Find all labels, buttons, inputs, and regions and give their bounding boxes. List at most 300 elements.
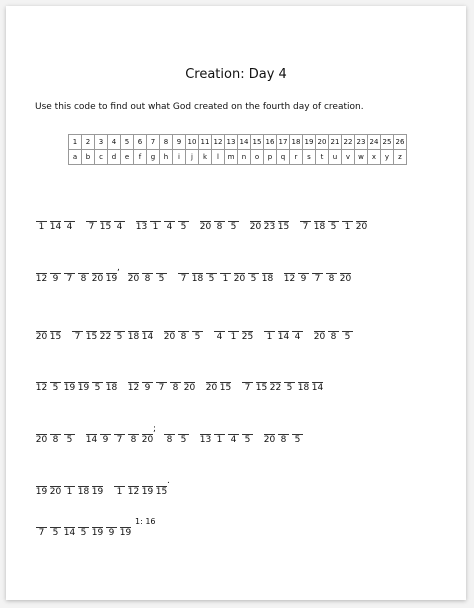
code-number: 7 — [38, 528, 45, 538]
code-number-cell: 1 — [69, 135, 82, 150]
code-number: 5 — [94, 383, 101, 393]
code-number: 14 — [85, 435, 98, 445]
code-number: 18 — [313, 222, 326, 232]
code-number: 5 — [344, 332, 351, 342]
letter-blank[interactable] — [36, 263, 47, 274]
letter-blank[interactable] — [114, 211, 125, 222]
letter-blank[interactable] — [298, 263, 309, 274]
code-numbers-row — [69, 135, 407, 150]
code-number: 15 — [277, 222, 290, 232]
code-number: 5 — [294, 435, 301, 445]
letter-blank[interactable] — [206, 372, 217, 383]
code-number: 4 — [294, 332, 301, 342]
code-number: 8 — [130, 435, 137, 445]
letter-blank[interactable] — [262, 263, 273, 274]
letter-blank[interactable] — [278, 424, 289, 435]
code-number: 13 — [135, 222, 148, 232]
code-number: 4 — [230, 435, 237, 445]
letter-blank[interactable] — [220, 372, 231, 383]
code-number: 5 — [180, 435, 187, 445]
letter-blank[interactable] — [114, 424, 125, 435]
letter-blank[interactable] — [242, 321, 253, 332]
code-number: 7 — [302, 222, 309, 232]
letter-blank[interactable] — [36, 424, 47, 435]
code-number-cell: 20 — [316, 135, 329, 150]
letter-blank[interactable] — [264, 211, 275, 222]
encoded-word — [214, 321, 253, 345]
letter-blank[interactable] — [192, 321, 203, 332]
letter-blank[interactable] — [284, 372, 295, 383]
letter-blank[interactable] — [100, 211, 111, 222]
letter-blank[interactable] — [156, 476, 167, 487]
letter-blank[interactable] — [228, 321, 239, 332]
code-number: 15 — [155, 487, 168, 497]
code-number: 8 — [216, 222, 223, 232]
code-letter-cell: w — [355, 150, 368, 165]
letter-blank[interactable] — [86, 321, 97, 332]
encoded-word — [86, 424, 153, 448]
code-number: 5 — [286, 383, 293, 393]
code-number: 12 — [35, 383, 48, 393]
code-number: 20 — [355, 222, 368, 232]
code-number: 9 — [102, 435, 109, 445]
code-number: 1 — [266, 332, 273, 342]
letter-blank[interactable] — [164, 424, 175, 435]
code-number: 7 — [116, 435, 123, 445]
code-number: 9 — [108, 528, 115, 538]
code-number: 20 — [127, 274, 140, 284]
encoded-word — [72, 321, 153, 345]
code-number: 7 — [66, 274, 73, 284]
letter-blank[interactable] — [206, 263, 217, 274]
encoded-word — [178, 263, 273, 287]
letter-blank[interactable] — [178, 211, 189, 222]
letter-blank[interactable] — [64, 476, 75, 487]
code-number: 4 — [216, 332, 223, 342]
letter-blank[interactable] — [64, 263, 75, 274]
letter-blank[interactable] — [114, 476, 125, 487]
letter-blank[interactable] — [342, 211, 353, 222]
code-number: 12 — [35, 274, 48, 284]
comma-mark: , — [117, 263, 120, 273]
letter-blank[interactable] — [156, 263, 167, 274]
code-letter-cell: g — [147, 150, 160, 165]
letter-blank[interactable] — [220, 263, 231, 274]
code-number: 1 — [344, 222, 351, 232]
letter-blank[interactable] — [248, 263, 259, 274]
code-letter-cell: x — [368, 150, 381, 165]
code-number: 20 — [183, 383, 196, 393]
code-letter-cell: j — [186, 150, 199, 165]
code-letter-cell: o — [251, 150, 264, 165]
letter-blank[interactable] — [92, 517, 103, 528]
letter-blank[interactable] — [36, 517, 47, 528]
letter-blank[interactable] — [300, 211, 311, 222]
encoded-word — [128, 372, 195, 396]
letter-blank[interactable] — [170, 372, 181, 383]
code-letter-cell: c — [95, 150, 108, 165]
code-number: 18 — [127, 332, 140, 342]
letter-blank[interactable] — [256, 372, 267, 383]
letter-blank[interactable] — [298, 372, 309, 383]
code-number-cell: 10 — [186, 135, 199, 150]
letter-blank[interactable] — [50, 211, 61, 222]
letter-blank[interactable] — [326, 263, 337, 274]
code-number-cell: 26 — [394, 135, 407, 150]
letter-blank[interactable] — [312, 263, 323, 274]
encoded-word — [200, 211, 239, 235]
code-number-cell: 6 — [134, 135, 147, 150]
code-letter-cell: q — [277, 150, 290, 165]
letter-blank[interactable] — [120, 517, 131, 528]
code-number: 1 — [216, 435, 223, 445]
code-number: 14 — [63, 528, 76, 538]
letter-blank[interactable] — [136, 211, 147, 222]
letter-blank[interactable] — [200, 424, 211, 435]
code-number-cell: 12 — [212, 135, 225, 150]
code-number: 9 — [144, 383, 151, 393]
code-letter-cell: d — [108, 150, 121, 165]
letter-blank[interactable] — [92, 263, 103, 274]
code-number: 4 — [116, 222, 123, 232]
encoded-word — [36, 263, 117, 287]
code-letter-cell: l — [212, 150, 225, 165]
letter-blank[interactable] — [328, 321, 339, 332]
code-number: 20 — [199, 222, 212, 232]
encoded-word — [114, 476, 167, 500]
letter-blank[interactable] — [128, 321, 139, 332]
code-number: 14 — [311, 383, 324, 393]
code-number: 7 — [180, 274, 187, 284]
letter-blank[interactable] — [178, 321, 189, 332]
code-number: 15 — [219, 383, 232, 393]
code-number: 19 — [35, 487, 48, 497]
code-number-cell: 9 — [173, 135, 186, 150]
code-number-cell: 16 — [264, 135, 277, 150]
letter-blank[interactable] — [100, 321, 111, 332]
code-letter-cell: e — [121, 150, 134, 165]
letter-blank[interactable] — [264, 321, 275, 332]
code-number: 19 — [77, 383, 90, 393]
code-number: 20 — [249, 222, 262, 232]
letter-blank[interactable] — [78, 517, 89, 528]
letter-blank[interactable] — [164, 211, 175, 222]
encoded-word — [36, 372, 117, 396]
encoded-word — [206, 372, 231, 396]
letter-blank[interactable] — [270, 372, 281, 383]
verse-reference: 1: 16 — [135, 517, 156, 526]
letter-blank[interactable] — [92, 476, 103, 487]
code-number: 4 — [166, 222, 173, 232]
code-letter-cell: t — [316, 150, 329, 165]
letter-blank[interactable] — [106, 517, 117, 528]
letter-blank[interactable] — [278, 321, 289, 332]
letter-blank[interactable] — [284, 263, 295, 274]
encoded-word — [264, 424, 303, 448]
code-number: 7 — [158, 383, 165, 393]
code-number: 22 — [269, 383, 282, 393]
code-number: 7 — [88, 222, 95, 232]
letter-blank[interactable] — [114, 321, 125, 332]
period-mark: . — [167, 476, 170, 486]
code-number-cell: 5 — [121, 135, 134, 150]
letter-blank[interactable] — [106, 372, 117, 383]
code-number: 1 — [152, 222, 159, 232]
code-number: 5 — [230, 222, 237, 232]
code-number-cell: 23 — [355, 135, 368, 150]
encoded-word — [242, 372, 323, 396]
code-letter-cell: f — [134, 150, 147, 165]
letter-blank[interactable] — [242, 424, 253, 435]
code-number: 5 — [80, 528, 87, 538]
encoded-word — [128, 263, 167, 287]
code-number: 19 — [91, 528, 104, 538]
letter-blank[interactable] — [50, 263, 61, 274]
letter-blank[interactable] — [234, 263, 245, 274]
code-number: 8 — [144, 274, 151, 284]
encoded-word — [250, 211, 289, 235]
semicolon-mark: ; — [153, 424, 157, 434]
code-number: 8 — [330, 332, 337, 342]
letter-blank[interactable] — [150, 211, 161, 222]
letter-blank[interactable] — [314, 321, 325, 332]
instructions-text: Use this code to find out what God created on the fourth day of creation. — [35, 102, 364, 112]
letter-blank[interactable] — [228, 424, 239, 435]
code-number: 4 — [66, 222, 73, 232]
code-number: 19 — [105, 274, 118, 284]
code-number: 1 — [116, 487, 123, 497]
letter-blank[interactable] — [228, 211, 239, 222]
letter-blank[interactable] — [328, 211, 339, 222]
letter-blank[interactable] — [340, 263, 351, 274]
code-number: 19 — [119, 528, 132, 538]
code-number: 18 — [191, 274, 204, 284]
code-number-cell: 15 — [251, 135, 264, 150]
encoded-word — [36, 321, 61, 345]
letter-blank[interactable] — [312, 372, 323, 383]
code-number: 5 — [194, 332, 201, 342]
code-number: 5 — [208, 274, 215, 284]
code-number: 13 — [199, 435, 212, 445]
letter-blank[interactable] — [178, 424, 189, 435]
code-number: 20 — [263, 435, 276, 445]
code-number: 19 — [141, 487, 154, 497]
code-number: 20 — [313, 332, 326, 342]
letter-blank[interactable] — [64, 424, 75, 435]
letter-blank[interactable] — [214, 321, 225, 332]
code-number: 5 — [52, 528, 59, 538]
letter-blank[interactable] — [92, 372, 103, 383]
letter-blank[interactable] — [86, 211, 97, 222]
letter-blank[interactable] — [72, 321, 83, 332]
letter-blank[interactable] — [100, 424, 111, 435]
letter-blank[interactable] — [156, 372, 167, 383]
letter-blank[interactable] — [50, 517, 61, 528]
code-number: 5 — [180, 222, 187, 232]
letter-blank[interactable] — [78, 476, 89, 487]
code-letter-cell: m — [225, 150, 238, 165]
letter-blank[interactable] — [128, 476, 139, 487]
encoded-word — [164, 424, 189, 448]
code-number: 5 — [330, 222, 337, 232]
code-letter-cell: z — [394, 150, 407, 165]
code-number: 12 — [127, 487, 140, 497]
code-letter-cell: p — [264, 150, 277, 165]
code-letter-cell: y — [381, 150, 394, 165]
code-number: 20 — [141, 435, 154, 445]
code-number: 8 — [166, 435, 173, 445]
encoded-word — [36, 211, 75, 235]
letter-blank[interactable] — [36, 321, 47, 332]
letter-blank[interactable] — [142, 372, 153, 383]
code-number: 8 — [328, 274, 335, 284]
code-letter-cell: k — [199, 150, 212, 165]
letter-blank[interactable] — [64, 372, 75, 383]
letter-blank[interactable] — [36, 476, 47, 487]
code-number: 20 — [205, 383, 218, 393]
encoded-word — [284, 263, 351, 287]
encoded-word — [36, 517, 131, 541]
code-number-cell: 11 — [199, 135, 212, 150]
code-number: 20 — [163, 332, 176, 342]
code-number: 5 — [250, 274, 257, 284]
code-letters-row — [69, 150, 407, 165]
code-number-cell: 19 — [303, 135, 316, 150]
code-number: 14 — [49, 222, 62, 232]
encoded-word — [136, 211, 189, 235]
code-number: 5 — [52, 383, 59, 393]
code-number: 22 — [99, 332, 112, 342]
encoded-word — [314, 321, 353, 345]
letter-blank[interactable] — [214, 424, 225, 435]
code-table — [68, 134, 407, 165]
letter-blank[interactable] — [142, 424, 153, 435]
code-number: 7 — [314, 274, 321, 284]
code-number: 18 — [297, 383, 310, 393]
letter-blank[interactable] — [78, 263, 89, 274]
code-number: 1 — [38, 222, 45, 232]
letter-blank[interactable] — [106, 263, 117, 274]
code-number: 12 — [283, 274, 296, 284]
letter-blank[interactable] — [214, 211, 225, 222]
code-letter-cell: s — [303, 150, 316, 165]
letter-blank[interactable] — [50, 321, 61, 332]
code-number: 20 — [91, 274, 104, 284]
code-number: 18 — [261, 274, 274, 284]
code-letter-cell: v — [342, 150, 355, 165]
letter-blank[interactable] — [264, 424, 275, 435]
letter-blank[interactable] — [50, 476, 61, 487]
letter-blank[interactable] — [314, 211, 325, 222]
code-number: 15 — [99, 222, 112, 232]
letter-blank[interactable] — [50, 424, 61, 435]
letter-blank[interactable] — [164, 321, 175, 332]
letter-blank[interactable] — [242, 372, 253, 383]
code-number: 18 — [77, 487, 90, 497]
code-number: 18 — [105, 383, 118, 393]
letter-blank[interactable] — [192, 263, 203, 274]
code-number: 14 — [277, 332, 290, 342]
letter-blank[interactable] — [36, 372, 47, 383]
code-number: 20 — [35, 332, 48, 342]
encoded-word — [200, 424, 253, 448]
encoded-word — [164, 321, 203, 345]
page-title: Creation: Day 4 — [185, 67, 287, 82]
code-number: 1 — [66, 487, 73, 497]
letter-blank[interactable] — [128, 372, 139, 383]
letter-blank[interactable] — [356, 211, 367, 222]
letter-blank[interactable] — [178, 263, 189, 274]
code-number: 1 — [230, 332, 237, 342]
code-number-cell: 21 — [329, 135, 342, 150]
letter-blank[interactable] — [278, 211, 289, 222]
letter-blank[interactable] — [292, 424, 303, 435]
code-number-cell: 22 — [342, 135, 355, 150]
code-number-cell: 24 — [368, 135, 381, 150]
encoded-word — [36, 476, 103, 500]
code-number: 5 — [116, 332, 123, 342]
code-letter-cell: u — [329, 150, 342, 165]
code-number: 9 — [300, 274, 307, 284]
code-number: 9 — [52, 274, 59, 284]
letter-blank[interactable] — [86, 424, 97, 435]
code-number: 20 — [233, 274, 246, 284]
code-number-cell: 13 — [225, 135, 238, 150]
code-number: 5 — [66, 435, 73, 445]
letter-blank[interactable] — [128, 263, 139, 274]
code-letter-cell: b — [82, 150, 95, 165]
code-number-cell: 17 — [277, 135, 290, 150]
letter-blank[interactable] — [250, 211, 261, 222]
letter-blank[interactable] — [50, 372, 61, 383]
letter-blank[interactable] — [142, 321, 153, 332]
letter-blank[interactable] — [128, 424, 139, 435]
code-number-cell: 2 — [82, 135, 95, 150]
code-number-cell: 18 — [290, 135, 303, 150]
code-number: 8 — [172, 383, 179, 393]
code-number-cell: 4 — [108, 135, 121, 150]
code-number: 8 — [52, 435, 59, 445]
letter-blank[interactable] — [342, 321, 353, 332]
code-number: 25 — [241, 332, 254, 342]
code-number: 7 — [74, 332, 81, 342]
code-number: 19 — [63, 383, 76, 393]
code-letter-cell: n — [238, 150, 251, 165]
code-number: 19 — [91, 487, 104, 497]
code-number: 20 — [49, 487, 62, 497]
code-letter-cell: h — [160, 150, 173, 165]
letter-blank[interactable] — [36, 211, 47, 222]
letter-blank[interactable] — [200, 211, 211, 222]
letter-blank[interactable] — [184, 372, 195, 383]
encoded-word — [86, 211, 125, 235]
code-number: 8 — [80, 274, 87, 284]
code-number: 5 — [244, 435, 251, 445]
code-number: 1 — [222, 274, 229, 284]
letter-blank[interactable] — [64, 517, 75, 528]
letter-blank[interactable] — [142, 263, 153, 274]
letter-blank[interactable] — [142, 476, 153, 487]
code-number-cell: 25 — [381, 135, 394, 150]
code-number: 8 — [280, 435, 287, 445]
code-number: 20 — [35, 435, 48, 445]
code-number: 23 — [263, 222, 276, 232]
letter-blank[interactable] — [64, 211, 75, 222]
code-number-cell: 3 — [95, 135, 108, 150]
code-number-cell: 7 — [147, 135, 160, 150]
letter-blank[interactable] — [78, 372, 89, 383]
letter-blank[interactable] — [292, 321, 303, 332]
